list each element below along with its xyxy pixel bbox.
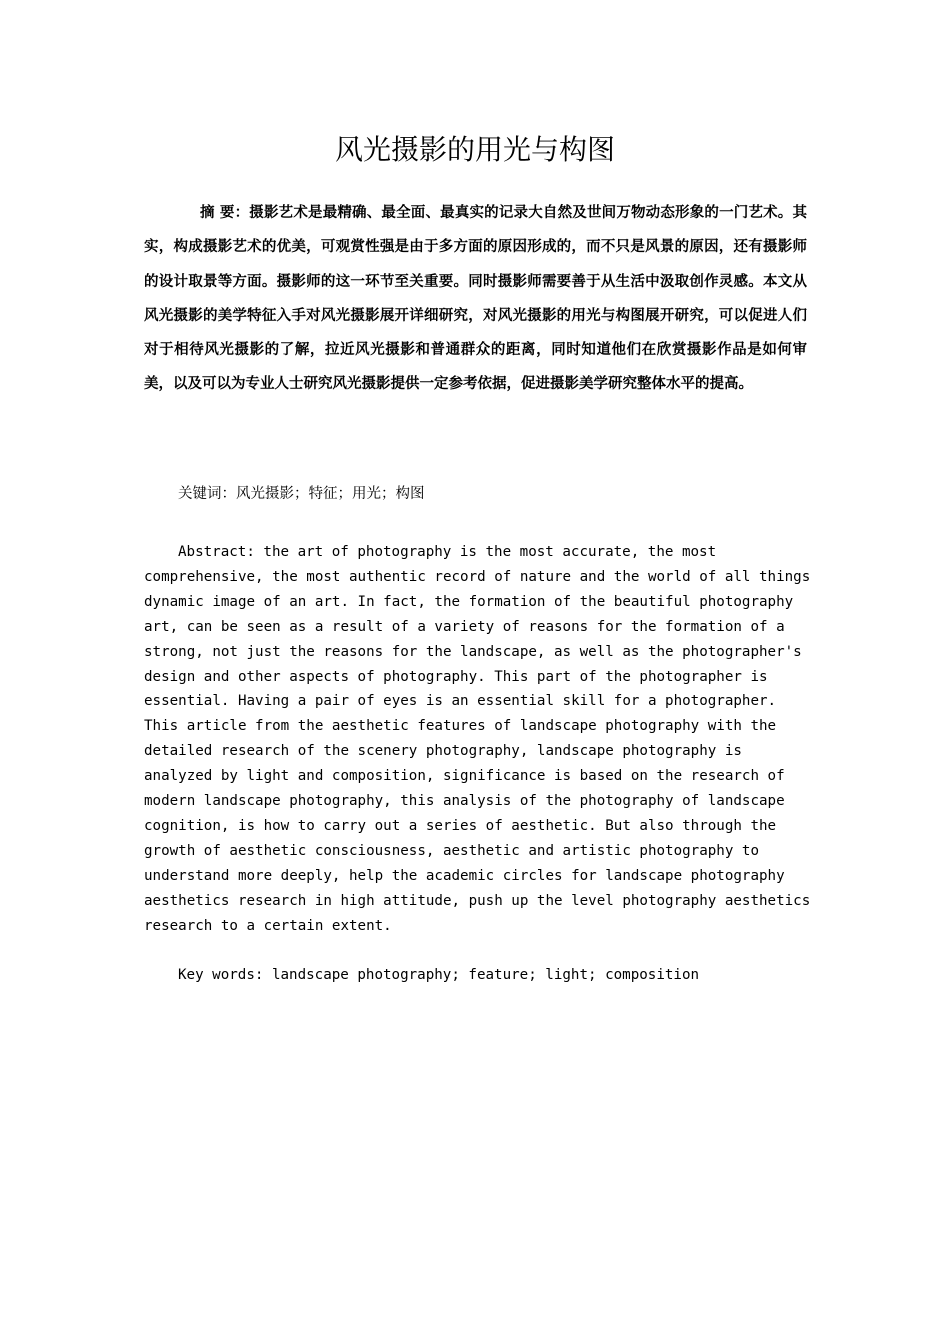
english-abstract-label: Abstract:	[178, 544, 255, 560]
english-abstract	[144, 540, 812, 939]
english-keywords-label: Key words:	[178, 967, 264, 983]
chinese-keywords	[178, 480, 798, 508]
document-title: 风光摄影的用光与构图	[334, 133, 615, 166]
chinese-keywords-label: 关键词：	[178, 486, 236, 502]
chinese-keywords-text: 风光摄影；特征；用光；构图	[236, 486, 425, 502]
chinese-abstract-label: 摘 要：	[200, 205, 250, 221]
english-keywords-text: landscape photography; feature; light; composition	[263, 967, 700, 983]
chinese-abstract	[144, 196, 807, 402]
chinese-abstract-text: 摄影艺术是最精确、最全面、最真实的记录大自然及世间万物动态形象的一门艺术。其实，构成摄影艺术的优美，可观赏性强是由于多方面的原因形成的，而不只是风景的原因，还有摄影师的设计取景等方面。摄影师的这一环节至关重要。同时摄影师需要善于从生活中汲取创作灵感。本文从风光摄影的美学特征入手对风光摄影展开详细研究，对风光摄影的用光与构图展开研究，可以促进人们对于相待风光摄影的了解，拉近风光摄影和普通群众的距离，同时知道他们在欣赏摄影作品是如何审美，以及可以为专业人士研究风光摄影提供一定参考依据，促进摄影美学研究整体水平的提高。	[144, 205, 807, 393]
english-abstract-text: the art of photography is the most accurate, the most comprehensive, the most authentic record of nature and the world of all things dynamic image of an art. In fact, the formation of the beautiful photography art, can be seen as a result of a variety of reasons for the formation of a strong, not just the reasons for the landscape, as well as the photographer's design and other aspects of photography. This part of the photographer is essential. Having a pair of eyes is an essential skill for a photographer. This article from the aesthetic features of landscape photography with the detailed research of the scenery photography, landscape photography is analyzed by light and composition, significance is based on the research of modern landscape photography, this analysis of the photography of landscape cognition, is how to carry out a series of aesthetic. But also through the growth of aesthetic consciousness, aesthetic and artistic photography to understand more deeply, help the academic circles for landscape photography aesthetics research in high attitude, push up the level photography aesthetics research to a certain extent.	[144, 544, 811, 934]
english-keywords	[178, 963, 818, 988]
